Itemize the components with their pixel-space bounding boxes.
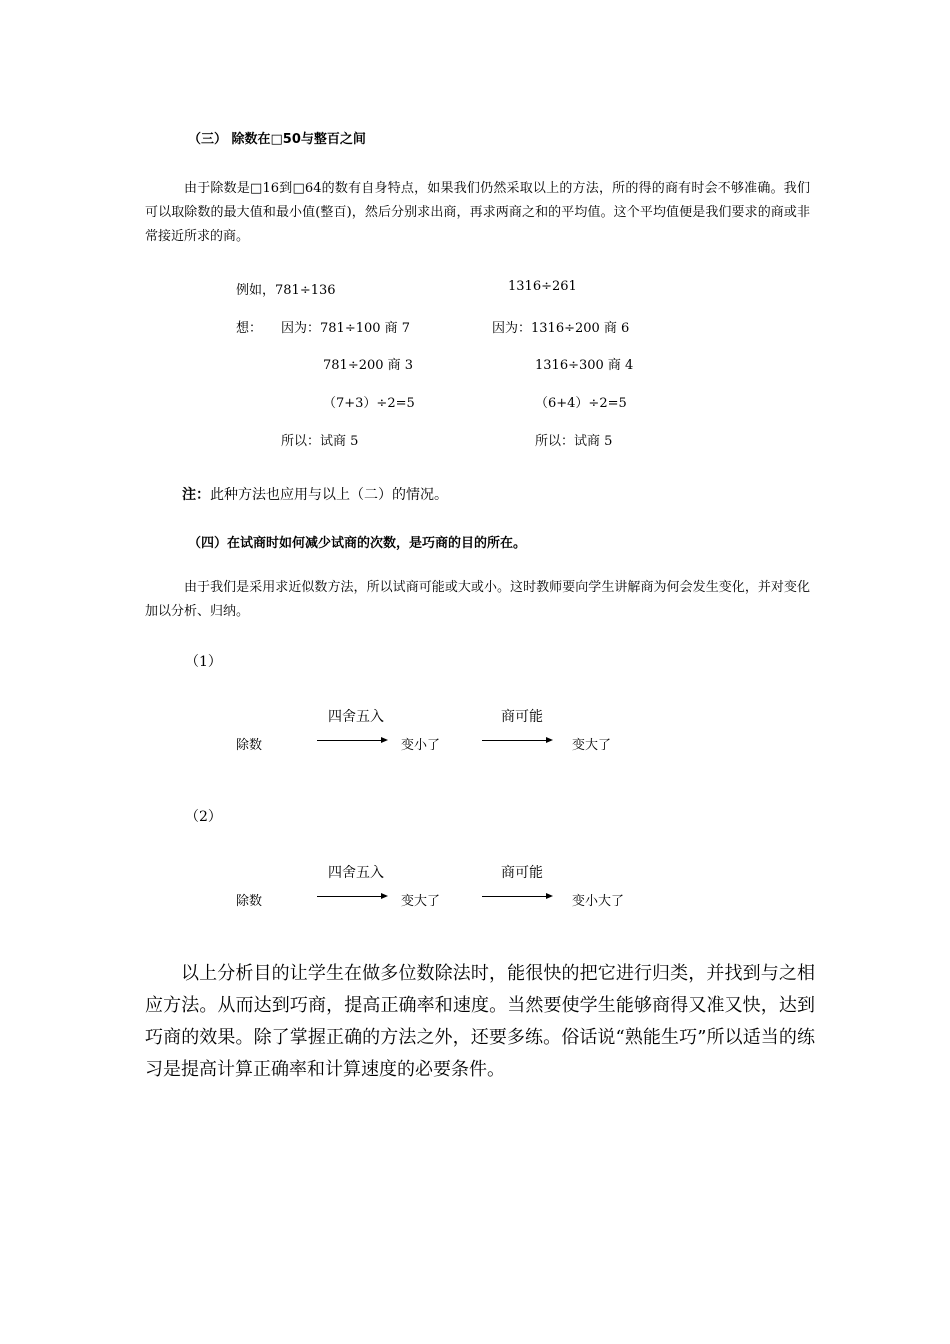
- diagram-2-start: 除数: [236, 894, 263, 909]
- example-left-result: 所以：试商 5: [281, 434, 359, 449]
- example-left-line3: （7+3）÷2=5: [323, 396, 415, 411]
- section-3-heading: （三） 除数在□50与整百之间: [188, 132, 366, 147]
- example-right-result: 所以：试商 5: [535, 434, 613, 449]
- example-think-label: 想：: [236, 321, 263, 336]
- diagram-1-end: 变大了: [572, 738, 612, 753]
- diagram-1-arrow1-label: 四舍五入: [328, 709, 384, 725]
- section-4-paragraph: 由于我们是采用求近似数方法，所以试商可能或大或小。这时教师要向学生讲解商为何会发生变化，并对变化加以分析、归纳。: [145, 580, 810, 619]
- conclusion-paragraph: 以上分析目的让学生在做多位数除法时，能很快的把它进行归类，并找到与之相应方法。从而达到巧商，提高正确率和速度。当然要使学生能够商得又准又快，达到巧商的效果。除了掌握正确的方法之外，还要多练。俗话说“熟能生巧”所以适当的练习是提高计算正确率和计算速度的必要条件。: [145, 963, 815, 1080]
- diagram-2-arrow-2: [482, 896, 551, 897]
- diagram-1-arrow-1: [317, 740, 386, 741]
- diagram-1-start: 除数: [236, 738, 263, 753]
- example-right-intro: 1316÷261: [508, 279, 577, 294]
- note-label: 注：: [182, 487, 210, 503]
- diagram-2-arrow2-label: 商可能: [501, 865, 543, 881]
- section-4-heading: （四）在试商时如何减少试商的次数，是巧商的目的所在。: [188, 536, 527, 551]
- note-text: 此种方法也应用与以上（二）的情况。: [210, 487, 448, 503]
- example-right-line3: （6+4）÷2=5: [535, 396, 627, 411]
- example-left-line1: 因为：781÷100 商 7: [281, 321, 411, 336]
- diagram-1-number: （1）: [185, 654, 222, 670]
- example-left-line2: 781÷200 商 3: [323, 358, 414, 373]
- diagram-2-end: 变小大了: [572, 894, 625, 909]
- diagram-2-arrow-1: [317, 896, 386, 897]
- diagram-2-mid: 变大了: [401, 894, 441, 909]
- note: [182, 484, 448, 504]
- section-3-paragraph: 由于除数是□16到□64的数有自身特点，如果我们仍然采取以上的方法，所的得的商有时会不够准确。我们可以取除数的最大值和最小值(整百)，然后分别求出商，再求两商之和的平均值。这个平均值便是我们要求的商或非常接近所求的商。: [145, 181, 810, 244]
- example-right-line2: 1316÷300 商 4: [535, 358, 634, 373]
- example-left-intro: 例如，781÷136: [236, 283, 336, 298]
- diagram-2-arrow1-label: 四舍五入: [328, 865, 384, 881]
- diagram-1-mid: 变小了: [401, 738, 441, 753]
- diagram-2-number: （2）: [185, 809, 222, 825]
- diagram-1-arrow2-label: 商可能: [501, 709, 543, 725]
- diagram-1-arrow-2: [482, 740, 551, 741]
- example-right-line1: 因为：1316÷200 商 6: [492, 321, 630, 336]
